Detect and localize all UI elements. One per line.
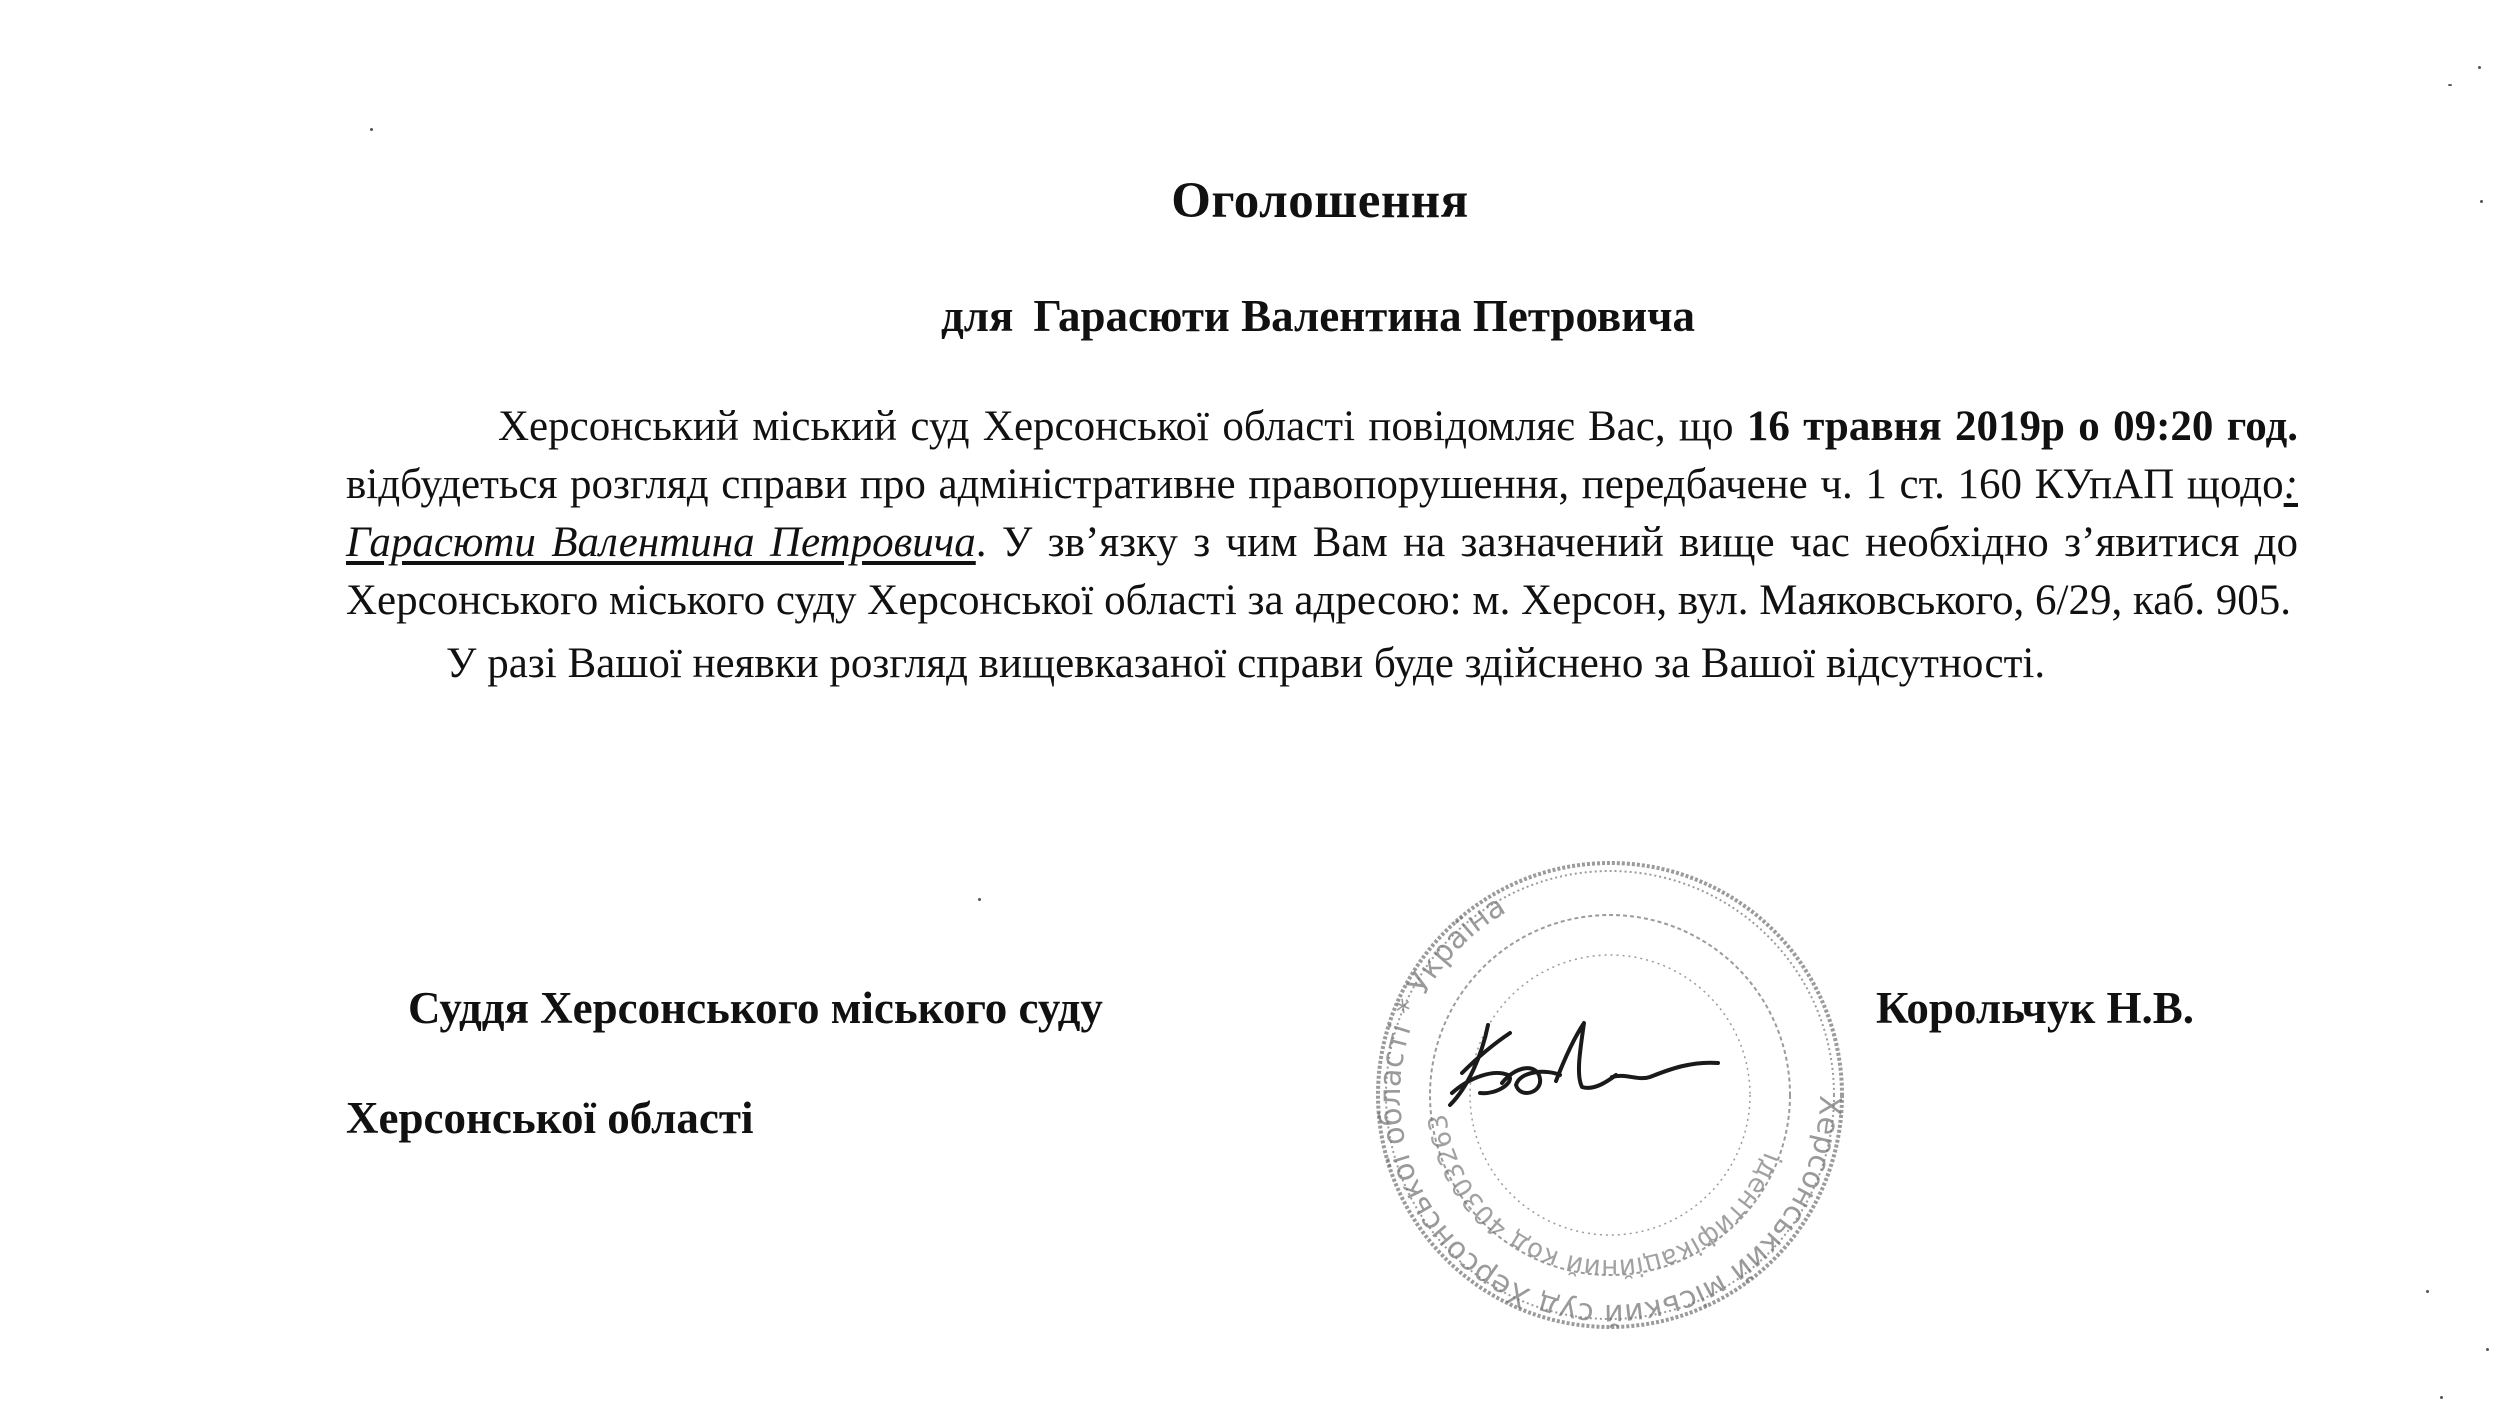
scan-speck: [2480, 200, 2483, 203]
paragraph-absence-warning: У разі Вашої неявки розгляд вищевказаної справи буде здійснено за Вашої відсутності.: [446, 640, 2046, 687]
notice-text-part1: Херсонський міський суд Херсонської області повідомляє Вас, що: [498, 403, 1747, 450]
scan-speck: [978, 898, 981, 901]
recipient-prefix: для: [940, 291, 1014, 341]
judge-position-line2: Херсонської області: [346, 1093, 754, 1143]
stamp-outer-text: Херсонський міський суд Херсонської області * Україна: [1372, 888, 1848, 1333]
paragraph-notice: [346, 398, 2298, 630]
scan-speck: [370, 128, 373, 131]
hearing-datetime: 16 травня 2019р о 09:20 год.: [1746, 403, 2298, 450]
defendant-name: : Гарасюти Валентина Петровича: [346, 461, 2298, 566]
recipient-line: [0, 290, 2498, 342]
court-stamp-icon: [1370, 855, 1850, 1335]
judge-name: Корольчук Н.В.: [1876, 983, 2195, 1033]
scan-speck: [2486, 1348, 2489, 1351]
announcement-body: [346, 398, 2298, 698]
judge-position-line1: Суддя Херсонського міського суду: [408, 983, 1103, 1033]
scan-speck: [2478, 66, 2481, 69]
notice-text-part2: відбудеться розгляд справи про адміністративне правопорушення, передбачене ч. 1 ст. 160 КУпАП щодо: [346, 461, 2284, 508]
scan-speck: [2440, 1396, 2443, 1399]
stamp-inner-text: ідентифікаційний код 40303263: [1423, 1112, 1787, 1284]
handwritten-signature-icon: [1450, 1023, 1718, 1105]
scan-speck: [2448, 84, 2452, 86]
recipient-name: Гарасюти Валентина Петровича: [1033, 291, 1696, 341]
scan-speck: [2426, 1290, 2429, 1293]
notice-text-part3: . У зв’язку з чим Вам на зазначений вище час необхідно з’явитися до Херсонського міського суду Херсонської області за адресою: м. Херсон, вул. Маяковського, 6/29, каб. 905.: [346, 519, 2298, 624]
document-title: Оголошення: [1171, 173, 1469, 229]
